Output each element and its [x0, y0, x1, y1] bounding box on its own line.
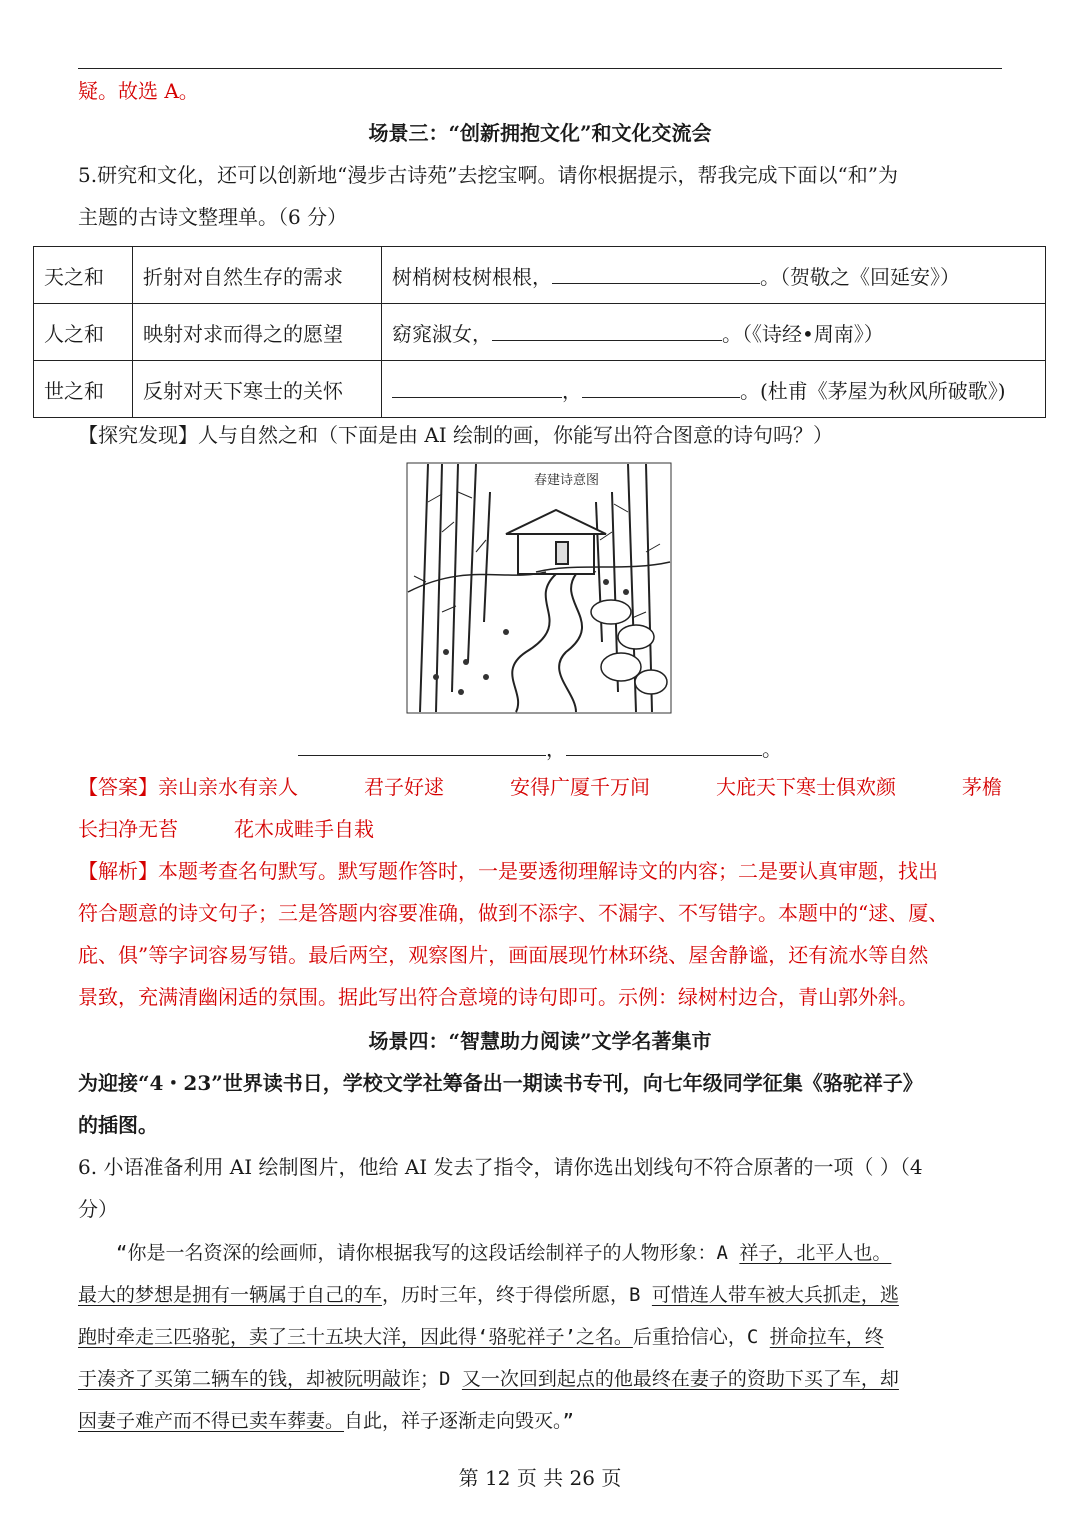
row-description: 映射对求而得之的愿望 [133, 304, 382, 361]
answer-item: 茅檐 [962, 775, 1002, 799]
analysis-line2: 符合题意的诗文句子；三是答题内容要准确，做到不添字、不漏字、不写错字。本题中的“逑、厦、 [78, 901, 949, 925]
answer-item: 长扫净无苔 [78, 817, 178, 841]
scene4-title: 场景四：“智慧助力阅读”文学名著集市 [368, 1029, 712, 1053]
answer-blank[interactable] [298, 735, 546, 756]
prompt-underlined: 跑时牵走三匹骆驼，卖了三十五块大洋，因此得‘骆驼祥子’之名。 [78, 1326, 633, 1348]
prompt-line4 [78, 1364, 1002, 1394]
row-category: 人之和 [34, 304, 133, 361]
answer-blank[interactable] [392, 377, 562, 398]
blank-period: 。 [762, 737, 782, 761]
q5-text-line2: 主题的古诗文整理单。（6 分） [78, 205, 348, 229]
prompt-line3 [78, 1322, 1002, 1352]
table-row [34, 247, 1046, 304]
prompt-text: “你是一名资深的绘画师，请你根据我写的这段话绘制祥子的人物形象：A [116, 1242, 740, 1264]
answer-item: 大庇天下寒士俱欢颜 [716, 775, 896, 799]
answer-blank[interactable] [566, 735, 762, 756]
image-answer-line [78, 734, 1002, 764]
poem-source: 。（贺敬之《回延安》） [760, 264, 960, 289]
answer-blank[interactable] [552, 263, 760, 284]
prompt-text: ；D [420, 1368, 462, 1390]
analysis-line4: 景致，充满清幽闲适的氛围。据此写出符合意境的诗句即可。示例：绿树村边合，青山郭外斜。 [78, 985, 918, 1009]
prompt-underlined: 可惜连人带车被大兵抓走，逃 [651, 1284, 899, 1306]
q5-text-line1: 5.研究和文化，还可以创新地“漫步古诗苑”去挖宝啊。请你根据提示，帮我完成下面以“和”为 [78, 163, 898, 187]
answer-blank[interactable] [582, 377, 740, 398]
row-category: 天之和 [34, 247, 133, 304]
row-description: 折射对自然生存的需求 [133, 247, 382, 304]
scene4-intro-line2: 的插图。 [78, 1113, 158, 1137]
scene4-intro-line1: 为迎接“4・23”世界读书日，学校文学社筹备出一期读书专刊，向七年级同学征集《骆驼祥子》 [78, 1071, 923, 1095]
analysis-line3: 庇、俱”等字词容易写错。最后两空，观察图片，画面展现竹林环绕、屋舍静谧，还有流水等自然 [78, 943, 929, 967]
ai-painting-image [406, 462, 672, 714]
answer-item: 君子好逑 [364, 775, 444, 799]
poem-source: 。(杜甫《茅屋为秋风所破歌》) [740, 378, 1006, 403]
answer-item: 花木成畦手自栽 [234, 817, 374, 841]
row-category: 世之和 [34, 361, 133, 418]
prompt-text: ，历时三年，终于得偿所愿，B [382, 1284, 652, 1306]
prompt-line5 [78, 1406, 1002, 1436]
answer-line1 [78, 772, 1002, 802]
header-rule [78, 68, 1002, 69]
poem-table [33, 246, 1046, 418]
answer-item: 亲山亲水有亲人 [158, 775, 298, 799]
prompt-line2 [78, 1280, 1002, 1310]
analysis-text: 本题考查名句默写。默写题作答时，一是要透彻理解诗文的内容；二是要认真审题，找出 [158, 859, 938, 883]
prompt-underlined: 因妻子难产而不得已卖车葬妻。 [78, 1410, 345, 1432]
explore-prompt: 【探究发现】人与自然之和（下面是由 AI 绘制的画，你能写出符合图意的诗句吗？） [78, 423, 834, 447]
prompt-underlined: 最大的梦想是拥有一辆属于自己的车 [78, 1284, 383, 1306]
prompt-underlined: 又一次回到起点的他最终在妻子的资助下买了车，却 [461, 1368, 899, 1390]
answer-tag: 【答案】 [78, 775, 158, 799]
prompt-underlined: 于凑齐了买第二辆车的钱，却被阮明敲诈 [78, 1368, 421, 1390]
prompt-underlined: 祥子，北平人也。 [739, 1242, 892, 1264]
page-number: 第 12 页 共 26 页 [458, 1466, 622, 1490]
table-row [34, 361, 1046, 418]
prompt-underlined: 拼命拉车，终 [769, 1326, 884, 1348]
poem-comma: ， [562, 378, 582, 403]
table-row [34, 304, 1046, 361]
prompt-line1 [78, 1238, 1002, 1268]
q6-text-line1: 6. 小语准备利用 AI 绘制图片，他给 AI 发去了指令，请你选出划线句不符合原著的一项（ ）（4 [78, 1155, 923, 1179]
answer-item: 安得广厦千万间 [510, 775, 650, 799]
poem-prefix: 树梢树枝树根根， [392, 264, 552, 289]
answer-blank[interactable] [492, 320, 722, 341]
row-poem [382, 247, 1046, 304]
prompt-text: 自此，祥子逐渐走向毁灭。” [344, 1410, 574, 1432]
analysis-line1 [78, 856, 1002, 886]
painting-caption: 春建诗意图 [534, 473, 600, 488]
row-poem [382, 304, 1046, 361]
answer-line2 [78, 814, 1002, 844]
scene3-title: 场景三：“创新拥抱文化”和文化交流会 [368, 121, 712, 145]
poem-prefix: 窈窕淑女， [392, 321, 492, 346]
answer-continuation: 疑。故选 A。 [78, 79, 199, 103]
poem-source: 。（《诗经•周南》） [722, 321, 884, 346]
row-poem [382, 361, 1046, 418]
blank-comma: ， [546, 737, 566, 761]
q6-text-line2: 分） [78, 1197, 118, 1221]
prompt-text: 后重拾信心，C [632, 1326, 770, 1348]
analysis-tag: 【解析】 [78, 859, 158, 883]
row-description: 反射对天下寒士的关怀 [133, 361, 382, 418]
